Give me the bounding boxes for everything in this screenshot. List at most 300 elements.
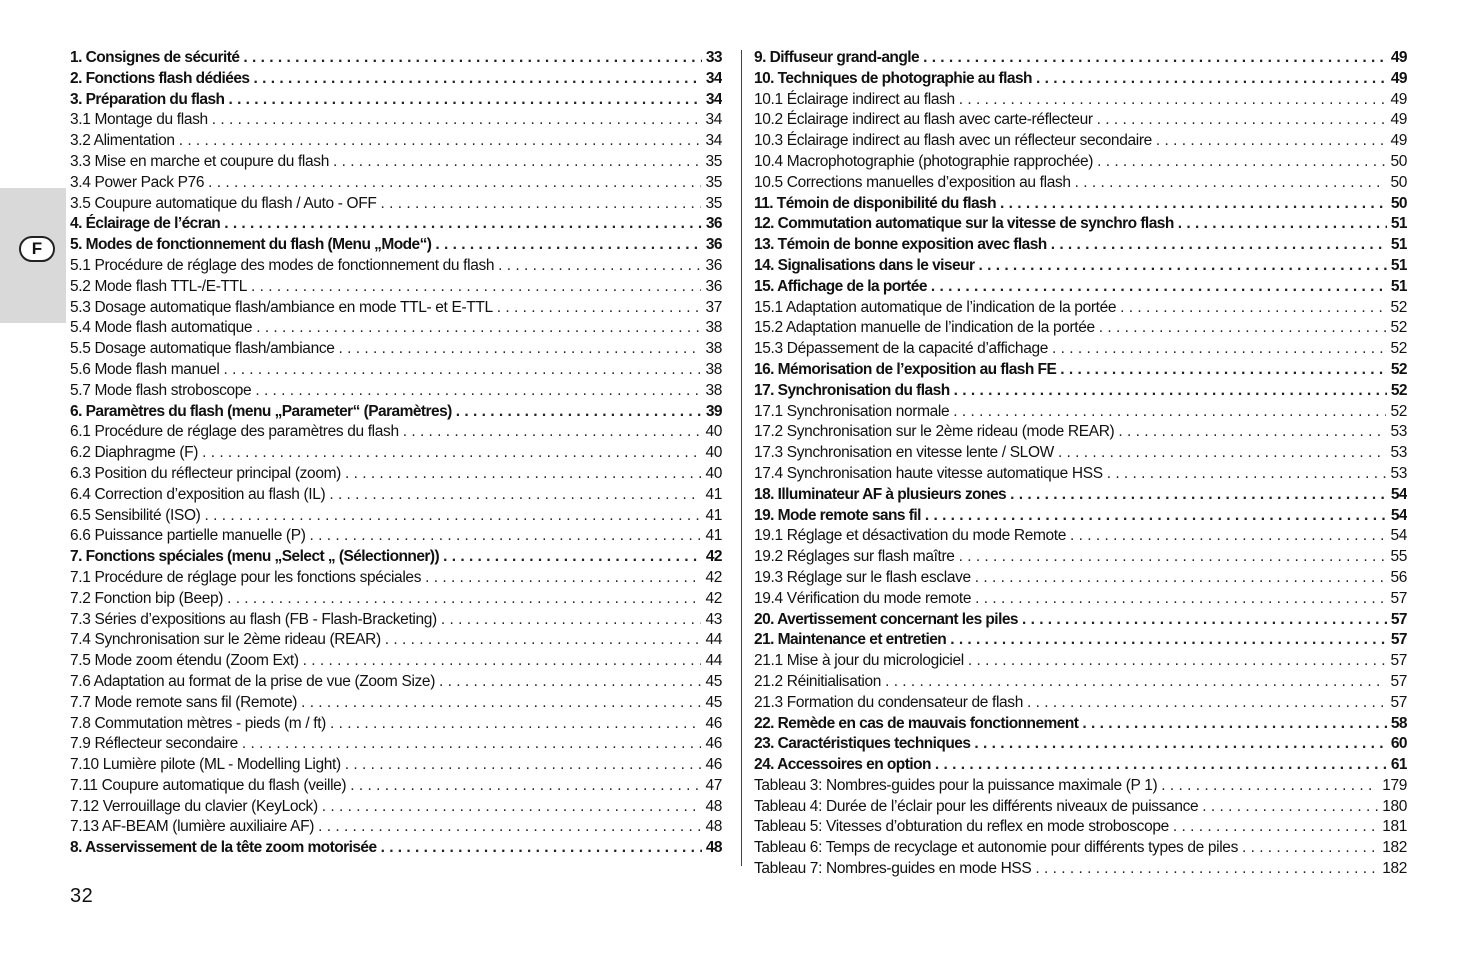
toc-entry-title: 7.12 Verrouillage du clavier (KeyLock) bbox=[70, 797, 318, 815]
toc-entry-page: 57 bbox=[1390, 672, 1407, 690]
toc-entry-page: 36 bbox=[705, 256, 722, 274]
toc-entry-page: 54 bbox=[1390, 527, 1407, 545]
toc-entry-page: 60 bbox=[1390, 735, 1407, 753]
toc-dot-leader bbox=[242, 734, 702, 755]
toc-dot-leader bbox=[1082, 714, 1386, 735]
toc-entry-title: 7.3 Séries d’expositions au flash (FB - Flash-Bracketing) bbox=[70, 610, 437, 628]
toc-entry bbox=[70, 506, 722, 527]
toc-entry-title: 7.10 Lumière pilote (ML - Modelling Light) bbox=[70, 756, 341, 774]
toc-entry bbox=[754, 838, 1407, 859]
toc-dot-leader bbox=[1118, 422, 1386, 443]
toc-entry-page: 179 bbox=[1382, 776, 1407, 794]
toc-entry-page: 40 bbox=[705, 444, 722, 462]
toc-entry bbox=[70, 256, 722, 277]
toc-entry bbox=[70, 110, 722, 131]
toc-entry-title: 7.1 Procédure de réglage pour les fonctions spéciales bbox=[70, 568, 422, 586]
toc-dot-leader bbox=[381, 194, 702, 215]
toc-entry bbox=[754, 547, 1407, 568]
toc-entry-title: 17.1 Synchronisation normale bbox=[754, 402, 950, 420]
toc-dot-leader bbox=[385, 630, 702, 651]
toc-entry bbox=[754, 714, 1407, 735]
toc-dot-leader bbox=[208, 173, 701, 194]
toc-entry bbox=[754, 589, 1407, 610]
toc-entry bbox=[754, 277, 1407, 298]
toc-dot-leader bbox=[205, 506, 702, 527]
toc-dot-leader bbox=[403, 422, 702, 443]
toc-entry bbox=[754, 173, 1407, 194]
toc-dot-leader bbox=[953, 402, 1386, 423]
toc-dot-leader bbox=[202, 443, 701, 464]
toc-entry-title: 19. Mode remote sans fil bbox=[754, 506, 921, 524]
toc-entry-page: 36 bbox=[705, 236, 722, 254]
toc-left-column bbox=[70, 48, 722, 859]
toc-entry-title: 22. Remède en cas de mauvais fonctionnement bbox=[754, 714, 1079, 732]
toc-entry-title: 5.3 Dosage automatique flash/ambiance en mode TTL- et E-TTL bbox=[70, 298, 493, 316]
toc-entry bbox=[754, 422, 1407, 443]
toc-entry bbox=[70, 173, 722, 194]
toc-entry bbox=[70, 526, 722, 547]
toc-entry-page: 50 bbox=[1390, 194, 1407, 212]
toc-entry bbox=[70, 422, 722, 443]
toc-entry-page: 39 bbox=[705, 402, 722, 420]
toc-entry-title: 2. Fonctions flash dédiées bbox=[70, 69, 250, 87]
toc-entry bbox=[70, 152, 722, 173]
toc-entry bbox=[70, 755, 722, 776]
toc-entry-title: 10.5 Corrections manuelles d’exposition au flash bbox=[754, 173, 1071, 191]
toc-entry-title: 5.1 Procédure de réglage des modes de fonctionnement du flash bbox=[70, 256, 495, 274]
toc-entry-title: 5.5 Dosage automatique flash/ambiance bbox=[70, 340, 335, 358]
toc-dot-leader bbox=[931, 277, 1387, 298]
toc-entry bbox=[70, 277, 722, 298]
toc-entry bbox=[70, 194, 722, 215]
toc-entry-page: 52 bbox=[1390, 340, 1407, 358]
toc-entry bbox=[70, 547, 722, 568]
toc-entry-title: 19.2 Réglages sur flash maître bbox=[754, 548, 955, 566]
toc-dot-leader bbox=[1097, 110, 1387, 131]
toc-dot-leader bbox=[228, 90, 701, 111]
toc-entry-title: 6.4 Correction d’exposition au flash (IL) bbox=[70, 485, 326, 503]
toc-entry-title: 5. Modes de fonctionnement du flash (Menu „Mode“) bbox=[70, 236, 432, 254]
toc-entry-title: 3.5 Coupure automatique du flash / Auto - OFF bbox=[70, 194, 377, 212]
toc-dot-leader bbox=[959, 90, 1387, 111]
toc-entry bbox=[70, 464, 722, 485]
toc-entry bbox=[70, 838, 722, 859]
toc-entry-page: 52 bbox=[1390, 402, 1407, 420]
toc-entry-page: 52 bbox=[1390, 381, 1407, 399]
toc-entry-title: 7. Fonctions spéciales (menu „Select „ (Sélectionner)) bbox=[70, 548, 440, 566]
toc-entry-title: 8. Asservissement de la tête zoom motorisée bbox=[70, 839, 377, 857]
toc-entry-page: 51 bbox=[1390, 256, 1407, 274]
toc-entry-title: 7.5 Mode zoom étendu (Zoom Ext) bbox=[70, 652, 299, 670]
toc-dot-leader bbox=[497, 298, 702, 319]
toc-entry bbox=[70, 90, 722, 111]
toc-dot-leader bbox=[1052, 339, 1386, 360]
toc-entry-title: 17. Synchronisation du flash bbox=[754, 381, 950, 399]
toc-dot-leader bbox=[251, 277, 701, 298]
toc-entry-page: 46 bbox=[705, 756, 722, 774]
toc-entry-page: 36 bbox=[705, 277, 722, 295]
toc-dot-leader bbox=[318, 817, 701, 838]
toc-entry-page: 49 bbox=[1390, 132, 1407, 150]
toc-entry bbox=[754, 672, 1407, 693]
toc-entry-title: 3.1 Montage du flash bbox=[70, 111, 208, 129]
toc-entry-page: 52 bbox=[1390, 298, 1407, 316]
toc-dot-leader bbox=[1027, 693, 1386, 714]
toc-entry bbox=[754, 506, 1407, 527]
toc-entry-title: 10. Techniques de photographie au flash bbox=[754, 69, 1032, 87]
toc-entry-page: 57 bbox=[1390, 589, 1407, 607]
toc-entry bbox=[754, 797, 1407, 818]
toc-entry-page: 40 bbox=[705, 464, 722, 482]
toc-entry-page: 181 bbox=[1382, 818, 1407, 836]
toc-entry-title: 10.2 Éclairage indirect au flash avec carte-réflecteur bbox=[754, 111, 1093, 129]
toc-entry-page: 51 bbox=[1390, 215, 1407, 233]
toc-entry-title: 7.13 AF-BEAM (lumière auxiliaire AF) bbox=[70, 818, 315, 836]
toc-entry-title: 15.3 Dépassement de la capacité d’affichage bbox=[754, 340, 1049, 358]
toc-entry-title: 19.3 Réglage sur le flash esclave bbox=[754, 568, 971, 586]
toc-entry bbox=[70, 69, 722, 90]
toc-dot-leader bbox=[1120, 298, 1386, 319]
toc-dot-leader bbox=[1036, 69, 1387, 90]
toc-entry-page: 61 bbox=[1390, 756, 1407, 774]
toc-entry-title: 16. Mémorisation de l’exposition au flash FE bbox=[754, 360, 1057, 378]
toc-dot-leader bbox=[329, 485, 701, 506]
toc-dot-leader bbox=[435, 235, 701, 256]
toc-dot-leader bbox=[1173, 817, 1378, 838]
toc-entry-page: 51 bbox=[1390, 236, 1407, 254]
toc-entry-page: 35 bbox=[705, 152, 722, 170]
toc-entry-page: 36 bbox=[705, 215, 722, 233]
toc-entry-title: Tableau 7: Nombres-guides en mode HSS bbox=[754, 860, 1032, 878]
toc-entry bbox=[754, 339, 1407, 360]
toc-entry-title: 3.3 Mise en marche et coupure du flash bbox=[70, 152, 329, 170]
toc-entry bbox=[70, 589, 722, 610]
toc-entry-page: 57 bbox=[1390, 610, 1407, 628]
toc-dot-leader bbox=[885, 672, 1386, 693]
toc-entry bbox=[754, 443, 1407, 464]
toc-entry-title: 15.2 Adaptation manuelle de l’indication de la portée bbox=[754, 319, 1095, 337]
toc-entry-page: 49 bbox=[1390, 90, 1407, 108]
toc-entry-page: 34 bbox=[705, 69, 722, 87]
toc-entry bbox=[70, 381, 722, 402]
toc-entry bbox=[70, 817, 722, 838]
toc-entry bbox=[70, 776, 722, 797]
toc-entry-title: 3.2 Alimentation bbox=[70, 132, 175, 150]
toc-entry-page: 54 bbox=[1390, 485, 1407, 503]
toc-entry-title: 7.9 Réflecteur secondaire bbox=[70, 735, 238, 753]
toc-entry bbox=[754, 651, 1407, 672]
toc-entry-title: 3.4 Power Pack P76 bbox=[70, 173, 205, 191]
toc-entry-title: 20. Avertissement concernant les piles bbox=[754, 610, 1018, 628]
toc-entry bbox=[754, 485, 1407, 506]
toc-dot-leader bbox=[959, 547, 1387, 568]
toc-entry-page: 47 bbox=[705, 776, 722, 794]
toc-entry-page: 51 bbox=[1390, 277, 1407, 295]
toc-entry-page: 46 bbox=[705, 714, 722, 732]
toc-dot-leader bbox=[1035, 859, 1378, 880]
toc-entry-title: 18. Illuminateur AF à plusieurs zones bbox=[754, 485, 1007, 503]
toc-entry-title: 3. Préparation du flash bbox=[70, 90, 225, 108]
toc-entry-page: 41 bbox=[705, 506, 722, 524]
toc-entry bbox=[754, 110, 1407, 131]
toc-entry-page: 49 bbox=[1390, 69, 1407, 87]
toc-entry-title: 11. Témoin de disponibilité du flash bbox=[754, 194, 997, 212]
toc-entry bbox=[754, 194, 1407, 215]
toc-entry-page: 42 bbox=[705, 568, 722, 586]
toc-dot-leader bbox=[425, 568, 701, 589]
toc-dot-leader bbox=[1058, 443, 1387, 464]
toc-entry-page: 48 bbox=[705, 797, 722, 815]
toc-entry bbox=[754, 693, 1407, 714]
toc-entry bbox=[70, 630, 722, 651]
toc-entry bbox=[70, 651, 722, 672]
toc-entry-page: 57 bbox=[1390, 693, 1407, 711]
toc-entry-page: 52 bbox=[1390, 360, 1407, 378]
toc-entry-title: 21.1 Mise à jour du micrologiciel bbox=[754, 652, 964, 670]
toc-entry-title: 24. Accessoires en option bbox=[754, 756, 931, 774]
toc-dot-leader bbox=[179, 131, 702, 152]
toc-entry bbox=[754, 318, 1407, 339]
toc-entry-page: 49 bbox=[1390, 49, 1407, 66]
toc-dot-leader bbox=[935, 755, 1387, 776]
toc-entry-page: 180 bbox=[1382, 797, 1407, 815]
toc-entry-title: 10.1 Éclairage indirect au flash bbox=[754, 90, 955, 108]
toc-entry-title: 7.6 Adaptation au format de la prise de vue (Zoom Size) bbox=[70, 672, 436, 690]
toc-entry bbox=[754, 298, 1407, 319]
toc-entry-title: 5.6 Mode flash manuel bbox=[70, 360, 220, 378]
toc-entry bbox=[70, 714, 722, 735]
toc-entry bbox=[70, 797, 722, 818]
toc-entry-page: 44 bbox=[705, 631, 722, 649]
toc-dot-leader bbox=[227, 589, 701, 610]
column-divider bbox=[741, 50, 742, 866]
toc-entry bbox=[70, 402, 722, 423]
toc-entry-title: 7.2 Fonction bip (Beep) bbox=[70, 589, 224, 607]
toc-entry-title: 21.3 Formation du condensateur de flash bbox=[754, 693, 1023, 711]
toc-entry-title: 6.2 Diaphragme (F) bbox=[70, 444, 199, 462]
toc-entry-page: 182 bbox=[1382, 860, 1407, 878]
toc-entry bbox=[754, 755, 1407, 776]
toc-entry-page: 35 bbox=[705, 173, 722, 191]
toc-entry-title: 6.3 Position du réflecteur principal (zoom) bbox=[70, 464, 341, 482]
toc-dot-leader bbox=[441, 610, 702, 631]
toc-entry-title: 15.1 Adaptation automatique de l’indication de la portée bbox=[754, 298, 1117, 316]
toc-entry-title: 17.2 Synchronisation sur le 2ème rideau (mode REAR) bbox=[754, 423, 1115, 441]
toc-entry bbox=[754, 817, 1407, 838]
toc-dot-leader bbox=[345, 464, 701, 485]
toc-entry-title: 9. Diffuseur grand-angle bbox=[754, 49, 920, 66]
toc-entry-title: 6.6 Puissance partielle manuelle (P) bbox=[70, 527, 306, 545]
toc-dot-leader bbox=[1010, 485, 1387, 506]
toc-entry-title: 7.7 Mode remote sans fil (Remote) bbox=[70, 693, 298, 711]
toc-entry-page: 45 bbox=[705, 672, 722, 690]
toc-entry bbox=[754, 859, 1407, 880]
toc-entry bbox=[754, 776, 1407, 797]
toc-entry-title: 1. Consignes de sécurité bbox=[70, 49, 240, 66]
toc-entry bbox=[754, 734, 1407, 755]
toc-entry bbox=[70, 485, 722, 506]
toc-entry bbox=[754, 402, 1407, 423]
toc-entry-title: Tableau 6: Temps de recyclage et autonomie pour différents types de piles bbox=[754, 839, 1238, 857]
toc-entry bbox=[754, 610, 1407, 631]
toc-entry-page: 50 bbox=[1390, 152, 1407, 170]
toc-dot-leader bbox=[1242, 838, 1378, 859]
toc-entry bbox=[754, 568, 1407, 589]
toc-entry-title: 14. Signalisations dans le viseur bbox=[754, 256, 975, 274]
toc-dot-leader bbox=[339, 339, 702, 360]
toc-entry-page: 48 bbox=[705, 839, 722, 857]
toc-dot-leader bbox=[443, 547, 702, 568]
toc-entry bbox=[70, 214, 722, 235]
toc-entry bbox=[70, 568, 722, 589]
toc-entry bbox=[754, 235, 1407, 256]
toc-entry-page: 38 bbox=[705, 319, 722, 337]
toc-dot-leader bbox=[974, 734, 1386, 755]
toc-entry bbox=[70, 360, 722, 381]
toc-entry-page: 42 bbox=[705, 589, 722, 607]
toc-entry-page: 56 bbox=[1390, 568, 1407, 586]
toc-dot-leader bbox=[975, 589, 1386, 610]
toc-dot-leader bbox=[1107, 464, 1387, 485]
toc-entry-title: 10.3 Éclairage indirect au flash avec un réflecteur secondaire bbox=[754, 132, 1152, 150]
toc-entry-title: 21. Maintenance et entretien bbox=[754, 631, 947, 649]
toc-entry-title: 12. Commutation automatique sur la vitesse de synchro flash bbox=[754, 215, 1174, 233]
toc-dot-leader bbox=[254, 69, 702, 90]
toc-entry-page: 50 bbox=[1390, 173, 1407, 191]
toc-dot-leader bbox=[925, 506, 1387, 527]
toc-dot-leader bbox=[1097, 152, 1386, 173]
toc-entry-title: 10.4 Macrophotographie (photographie rapprochée) bbox=[754, 152, 1094, 170]
toc-dot-leader bbox=[255, 381, 701, 402]
toc-dot-leader bbox=[224, 214, 702, 235]
toc-entry-page: 43 bbox=[705, 610, 722, 628]
toc-entry-title: 6.1 Procédure de réglage des paramètres du flash bbox=[70, 423, 399, 441]
toc-entry bbox=[70, 235, 722, 256]
toc-dot-leader bbox=[243, 48, 701, 69]
toc-entry bbox=[754, 152, 1407, 173]
toc-entry-page: 53 bbox=[1390, 423, 1407, 441]
toc-entry-title: 7.11 Coupure automatique du flash (veille) bbox=[70, 776, 347, 794]
toc-dot-leader bbox=[1070, 526, 1386, 547]
toc-entry-page: 38 bbox=[705, 381, 722, 399]
toc-entry bbox=[754, 464, 1407, 485]
toc-dot-leader bbox=[968, 651, 1387, 672]
toc-entry bbox=[754, 90, 1407, 111]
toc-entry-page: 37 bbox=[705, 298, 722, 316]
toc-entry-page: 46 bbox=[705, 735, 722, 753]
toc-entry-page: 182 bbox=[1382, 839, 1407, 857]
toc-entry bbox=[754, 131, 1407, 152]
toc-entry bbox=[70, 48, 722, 69]
toc-entry bbox=[754, 69, 1407, 90]
toc-entry-title: 23. Caractéristiques techniques bbox=[754, 735, 971, 753]
toc-entry-title: 6. Paramètres du flash (menu „Parameter“ (Paramètres) bbox=[70, 402, 452, 420]
toc-entry-title: 6.5 Sensibilité (ISO) bbox=[70, 506, 201, 524]
toc-entry-title: 13. Témoin de bonne exposition avec flash bbox=[754, 236, 1047, 254]
toc-entry-page: 35 bbox=[705, 194, 722, 212]
toc-entry-title: 5.4 Mode flash automatique bbox=[70, 319, 253, 337]
toc-entry-page: 58 bbox=[1390, 714, 1407, 732]
toc-entry-title: 4. Éclairage de l’écran bbox=[70, 215, 221, 233]
toc-entry-title: 5.7 Mode flash stroboscope bbox=[70, 381, 252, 399]
toc-dot-leader bbox=[1178, 214, 1387, 235]
toc-dot-leader bbox=[310, 526, 702, 547]
toc-entry-page: 34 bbox=[705, 111, 722, 129]
toc-entry-page: 41 bbox=[705, 527, 722, 545]
toc-dot-leader bbox=[381, 838, 702, 859]
toc-entry bbox=[70, 131, 722, 152]
toc-entry-title: 19.1 Réglage et désactivation du mode Remote bbox=[754, 527, 1067, 545]
toc-entry-title: 19.4 Vérification du mode remote bbox=[754, 589, 972, 607]
toc-entry bbox=[70, 693, 722, 714]
toc-entry bbox=[70, 443, 722, 464]
toc-entry-page: 48 bbox=[705, 818, 722, 836]
toc-dot-leader bbox=[1099, 318, 1387, 339]
toc-dot-leader bbox=[923, 48, 1387, 69]
page-number: 32 bbox=[70, 885, 94, 907]
toc-entry-page: 34 bbox=[705, 90, 722, 108]
toc-dot-leader bbox=[975, 568, 1387, 589]
toc-dot-leader bbox=[498, 256, 701, 277]
toc-dot-leader bbox=[1161, 776, 1378, 797]
toc-entry-title: Tableau 4: Durée de l’éclair pour les différents niveaux de puissance bbox=[754, 797, 1199, 815]
toc-dot-leader bbox=[1202, 797, 1378, 818]
toc-entry bbox=[754, 256, 1407, 277]
toc-entry-page: 41 bbox=[705, 485, 722, 503]
toc-dot-leader bbox=[350, 776, 701, 797]
toc-dot-leader bbox=[1060, 360, 1387, 381]
toc-entry-page: 34 bbox=[705, 132, 722, 150]
toc-entry-page: 38 bbox=[705, 360, 722, 378]
toc-entry bbox=[754, 48, 1407, 69]
toc-entry bbox=[70, 339, 722, 360]
toc-entry-page: 53 bbox=[1390, 444, 1407, 462]
toc-dot-leader bbox=[950, 630, 1387, 651]
toc-entry-title: 5.2 Mode flash TTL-/E-TTL bbox=[70, 277, 248, 295]
toc-entry-title: 17.3 Synchronisation en vitesse lente / SLOW bbox=[754, 444, 1054, 462]
toc-entry-title: 17.4 Synchronisation haute vitesse automatique HSS bbox=[754, 464, 1103, 482]
toc-entry-title: 21.2 Réinitialisation bbox=[754, 672, 882, 690]
language-badge: F bbox=[19, 236, 55, 262]
toc-dot-leader bbox=[345, 755, 702, 776]
toc-dot-leader bbox=[330, 714, 701, 735]
toc-entry-page: 57 bbox=[1390, 631, 1407, 649]
toc-entry-page: 45 bbox=[705, 693, 722, 711]
toc-entry bbox=[754, 381, 1407, 402]
toc-entry-page: 40 bbox=[705, 423, 722, 441]
toc-entry-page: 38 bbox=[705, 340, 722, 358]
toc-dot-leader bbox=[333, 152, 701, 173]
toc-dot-leader bbox=[456, 402, 702, 423]
toc-dot-leader bbox=[439, 672, 701, 693]
toc-entry-title: 7.4 Synchronisation sur le 2ème rideau (REAR) bbox=[70, 631, 381, 649]
toc-entry bbox=[754, 214, 1407, 235]
toc-dot-leader bbox=[1156, 131, 1387, 152]
toc-entry-page: 55 bbox=[1390, 548, 1407, 566]
toc-entry-page: 42 bbox=[705, 548, 722, 566]
toc-entry-title: 15. Affichage de la portée bbox=[754, 277, 927, 295]
toc-right-column bbox=[754, 48, 1407, 880]
toc-entry-page: 44 bbox=[705, 652, 722, 670]
toc-entry-title: Tableau 3: Nombres-guides pour la puissance maximale (P 1) bbox=[754, 776, 1158, 794]
toc-entry-page: 54 bbox=[1390, 506, 1407, 524]
toc-entry bbox=[70, 734, 722, 755]
toc-dot-leader bbox=[1000, 194, 1387, 215]
toc-entry-page: 33 bbox=[705, 49, 722, 66]
toc-entry bbox=[754, 526, 1407, 547]
toc-dot-leader bbox=[256, 318, 701, 339]
toc-entry-page: 53 bbox=[1390, 464, 1407, 482]
